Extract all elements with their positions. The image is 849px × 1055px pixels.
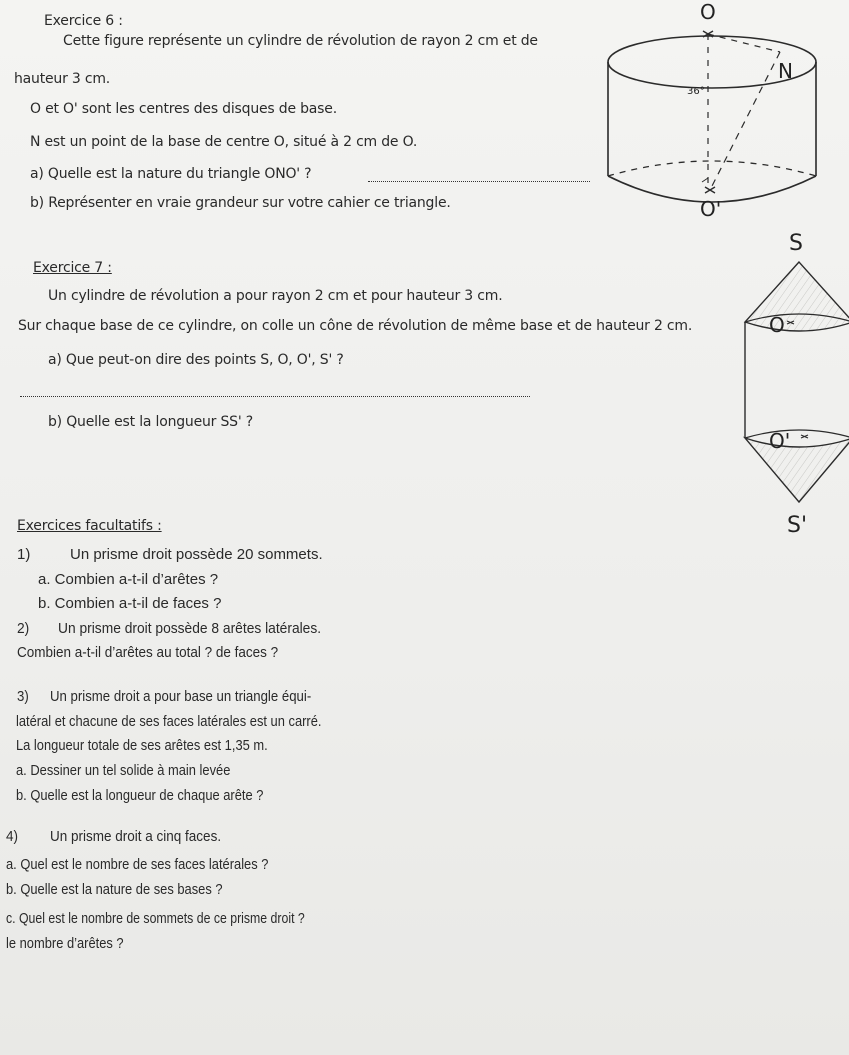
- ex6-question-b: b) Représenter en vraie grandeur sur votre cahier ce triangle.: [30, 195, 451, 211]
- cylinder-figure: [600, 0, 849, 230]
- cylinder-bottom-back-arc: [608, 161, 816, 176]
- p4-number: 4): [6, 828, 19, 845]
- segment-NO-prime: [710, 52, 780, 190]
- ex6-line2: hauteur 3 cm.: [14, 71, 111, 87]
- label-O-prime: O': [769, 429, 791, 453]
- p4-question-d: le nombre d’arêtes ?: [6, 935, 124, 952]
- point-O-prime-mark: [705, 187, 715, 193]
- ex7-line1: Un cylindre de révolution a pour rayon 2 cm et pour hauteur 3 cm.: [48, 288, 503, 304]
- p2-question: Combien a-t-il d’arêtes au total ? de faces ?: [17, 644, 279, 661]
- ex6-answer-line: [368, 181, 590, 182]
- ex7-question-a: a) Que peut-on dire des points S, O, O', S' ?: [48, 352, 344, 368]
- ex6-question-a: a) Quelle est la nature du triangle ONO' ?: [30, 166, 312, 182]
- label-S-prime: S': [787, 513, 808, 538]
- ex7-answer-line: [20, 396, 530, 397]
- p4-question-c: c. Quel est le nombre de sommets de ce prisme droit ?: [6, 910, 305, 927]
- p4-statement: Un prisme droit a cinq faces.: [50, 828, 222, 845]
- label-N: N: [778, 59, 793, 83]
- p1-question-a: a. Combien a-t-il d’arêtes ?: [38, 571, 219, 588]
- p3-statement-2: latéral et chacune de ses faces latérales est un carré.: [16, 713, 322, 730]
- p3-statement-3: La longueur totale de ses arêtes est 1,35 m.: [16, 737, 268, 754]
- ex6-line3: O et O' sont les centres des disques de base.: [30, 101, 337, 117]
- p1-statement: Un prisme droit possède 20 sommets.: [70, 546, 323, 563]
- ex6-line1: Cette figure représente un cylindre de révolution de rayon 2 cm et de: [63, 33, 538, 49]
- ex6-line4: N est un point de la base de centre O, situé à 2 cm de O.: [30, 134, 418, 150]
- label-O: O: [700, 0, 716, 24]
- p3-statement: Un prisme droit a pour base un triangle équi-: [50, 688, 312, 705]
- p3-number: 3): [17, 688, 29, 705]
- p4-question-a: a. Quel est le nombre de ses faces latérales ?: [6, 856, 269, 873]
- p4-question-b: b. Quelle est la nature de ses bases ?: [6, 881, 223, 898]
- ex7-line2: Sur chaque base de ce cylindre, on colle un cône de révolution de même base et de hauteur 2 cm.: [18, 318, 693, 334]
- label-S: S: [789, 231, 803, 256]
- p1-number: 1): [17, 546, 31, 563]
- ex7-question-b: b) Quelle est la longueur SS' ?: [48, 414, 253, 430]
- upper-cone: [745, 262, 849, 331]
- lower-cone: [745, 438, 849, 502]
- p3-question-a: a. Dessiner un tel solide à main levée: [16, 762, 231, 779]
- ex7-title: Exercice 7 :: [33, 260, 112, 276]
- p1-question-b: b. Combien a-t-il de faces ?: [38, 595, 222, 612]
- label-O: O: [769, 313, 785, 337]
- cylinder-sides: [745, 322, 849, 438]
- cone-cylinder-figure: [735, 226, 849, 546]
- label-O-prime: O': [700, 197, 722, 221]
- p2-statement: Un prisme droit possède 8 arêtes latérales.: [58, 620, 322, 637]
- label-angle: 36°: [687, 86, 705, 97]
- ex6-title: Exercice 6 :: [44, 13, 123, 29]
- p3-question-b: b. Quelle est la longueur de chaque arête ?: [16, 787, 264, 804]
- facult-title: Exercices facultatifs :: [17, 518, 162, 534]
- p2-number: 2): [17, 620, 30, 637]
